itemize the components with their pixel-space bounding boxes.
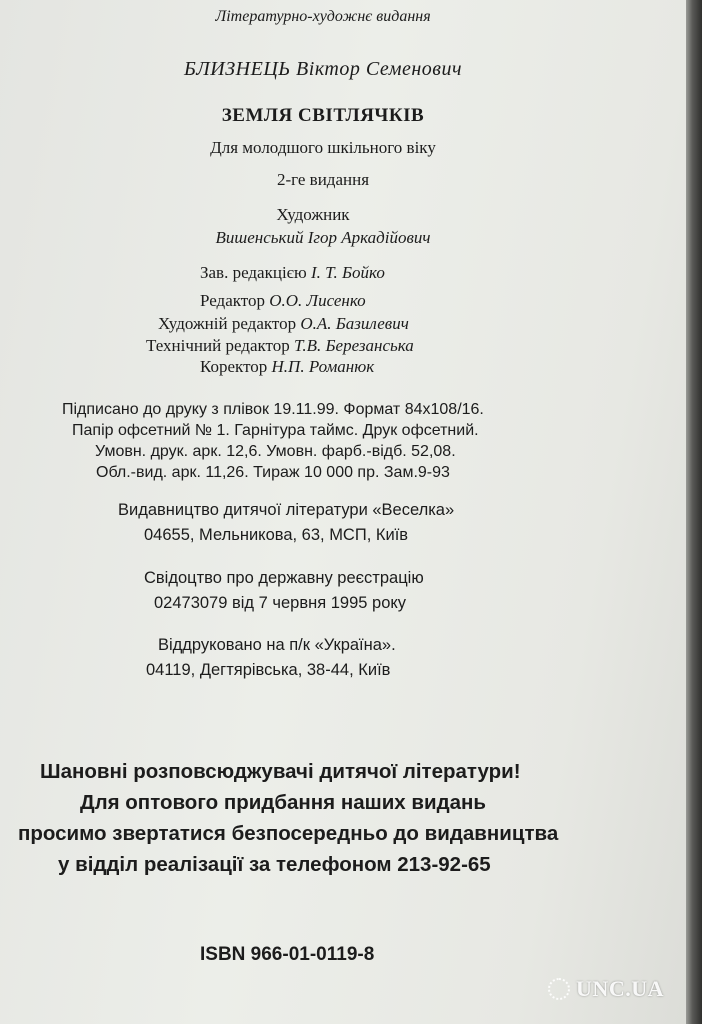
notice-line: у відділ реалізації за телефоном 213-92-65 <box>58 853 491 876</box>
printer-name: Віддруковано на п/к «Україна». <box>158 636 396 654</box>
credit-line <box>146 336 414 356</box>
credit-role: Коректор <box>200 357 268 376</box>
credit-role: Зав. редакцією <box>200 263 307 282</box>
credit-line <box>200 291 366 311</box>
credit-name: І. Т. Бойко <box>310 263 385 282</box>
print-spec-line: Обл.-вид. арк. 11,26. Тираж 10 000 пр. Зам.9-93 <box>96 464 450 481</box>
notice-line: Для оптового придбання наших видань <box>80 791 486 814</box>
sun-icon <box>548 978 570 1000</box>
artist-name: Вишенський Ігор Аркадійович <box>215 228 431 247</box>
credit-line <box>200 357 374 377</box>
registration-number: 02473079 від 7 червня 1995 року <box>154 594 407 612</box>
print-spec-line: Папір офсетний № 1. Гарнітура таймс. Друк офсетний. <box>72 422 479 439</box>
print-spec-line: Умовн. друк. арк. 12,6. Умовн. фарб.-відб. 52,08. <box>95 443 456 460</box>
isbn: ISBN 966-01-0119-8 <box>200 944 375 965</box>
page-edge-shadow <box>686 0 702 1024</box>
notice-line: Шановні розповсюджувачі дитячої літератури! <box>40 760 521 783</box>
edition-number: 2-ге видання <box>276 170 370 189</box>
artist-role: Художник <box>276 205 350 224</box>
book-title: ЗЕМЛЯ СВІТЛЯЧКІВ <box>221 105 425 126</box>
edition-type: Літературно-художнє видання <box>215 8 431 25</box>
credit-role: Технічний редактор <box>146 336 290 355</box>
printer-address: 04119, Дегтярівська, 38-44, Київ <box>146 661 391 679</box>
registration-title: Свідоцтво про державну реєстрацію <box>144 569 424 587</box>
credit-role: Редактор <box>200 291 265 310</box>
credit-name: О.О. Лисенко <box>269 291 366 310</box>
credit-name: Т.В. Березанська <box>293 336 414 355</box>
publisher-address: 04655, Мельникова, 63, МСП, Київ <box>144 526 409 544</box>
notice-line: просимо звертатися безпосередньо до видавництва <box>18 822 559 845</box>
watermark <box>548 976 664 1002</box>
publisher-name: Видавництво дитячої літератури «Веселка» <box>118 501 455 519</box>
author-name: БЛИЗНЕЦЬ Віктор Семенович <box>183 58 463 80</box>
audience: Для молодшого шкільного віку <box>210 138 436 157</box>
print-spec-line: Підписано до друку з плівок 19.11.99. Формат 84x108/16. <box>62 401 484 418</box>
credit-name: О.А. Базилевич <box>300 314 409 333</box>
credit-line <box>158 314 409 334</box>
credit-name: Н.П. Романюк <box>271 357 375 376</box>
credit-line <box>200 263 385 283</box>
watermark-text: UNC.UA <box>576 976 664 1001</box>
credit-role: Художній редактор <box>158 314 297 333</box>
